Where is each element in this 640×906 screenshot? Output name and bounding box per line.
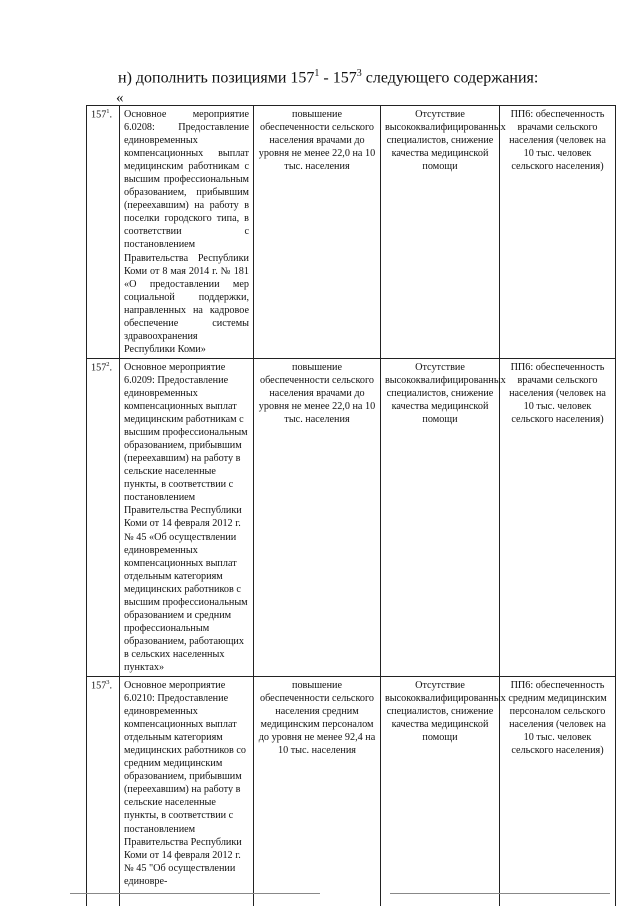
amendment-heading — [118, 68, 538, 87]
table-row — [87, 358, 616, 676]
heading-sup-1: 1 — [314, 68, 320, 79]
measure-cell: Основное мероприятие 6.0210: Предоставление единовременных компенсационных выплат отдельным категориям медицинских работников со средним медицинским образованием, прибывшим (переехавшим) на работу в сельские населенные пункты, в соответствии с постановлением Правительства Республики Коми от 14 февраля 2012 г. № 45 "Об осуществлении единовре- — [120, 677, 254, 906]
result-cell: повышение обеспеченности сельского населения врачами до уровня не менее 22,0 на 10 тыс. населения — [254, 358, 381, 676]
heading-suffix: следующего содержания: — [361, 69, 539, 87]
heading-sup-2: 3 — [356, 68, 362, 79]
opening-quote: « — [116, 90, 124, 106]
measure-cell: Основное мероприятие 6.0209: Предоставление единовременных компенсационных выплат медицинским работникам с высшим профессиональным образованием, прибывшим (переехавшим) на работу в сельские населенные пункты, в соответствии с постановлением Правительства Республики Коми от 14 февраля 2012 г. № 45 «Об осуществлении единовременных компенсационных выплат отдельным категориям медицинских работников с высшим профессиональным образованием и средним профессиональным образованием, работающих в сельских населенных пунктах» — [120, 358, 254, 676]
scan-edge-line — [390, 893, 610, 894]
position-number: $157^1$. — [87, 106, 120, 359]
heading-middle: - 157 — [319, 69, 357, 87]
position-number: $157^2$. — [87, 358, 120, 676]
indicator-cell: ПП6: обеспеченность врачами сельского населения (человек на 10 тыс. человек сельского населения) — [500, 106, 616, 359]
positions-table — [86, 105, 616, 906]
measure-cell: Основное мероприятие 6.0208: Предоставление единовременных компенсационных выплат медицинским работникам с высшим профессиональным образованием, прибывшим (переехавшим) на работу в поселки городского типа, в соответствии с постановлением Правительства Республики Коми от 8 мая 2014 г. № 181 «О предоставлении мер социальной поддержки, направленных на кадровое обеспечение системы здравоохранения Республики Коми» — [120, 106, 254, 359]
result-cell: повышение обеспеченности сельского населения средним медицинским персоналом до уровня не менее 92,4 на 10 тыс. населения — [254, 677, 381, 906]
table-row — [87, 106, 616, 359]
heading-prefix: н) дополнить позициями 157 — [118, 69, 315, 87]
indicator-cell: ПП6: обеспеченность средним медицинским персоналом сельского населения (человек на 10 тыс. человек сельского населения) — [500, 677, 616, 906]
table-row — [87, 677, 616, 906]
risk-cell: Отсутствие высококвалифицированных специалистов, снижение качества медицинской помощи — [381, 677, 500, 906]
risk-cell: Отсутствие высококвалифицированных специалистов, снижение качества медицинской помощи — [381, 106, 500, 359]
scan-edge-line — [70, 893, 320, 894]
result-cell: повышение обеспеченности сельского населения врачами до уровня не менее 22,0 на 10 тыс. населения — [254, 106, 381, 359]
risk-cell: Отсутствие высококвалифицированных специалистов, снижение качества медицинской помощи — [381, 358, 500, 676]
position-number: $157^3$. — [87, 677, 120, 906]
indicator-cell: ПП6: обеспеченность врачами сельского населения (человек на 10 тыс. человек сельского населения) — [500, 358, 616, 676]
